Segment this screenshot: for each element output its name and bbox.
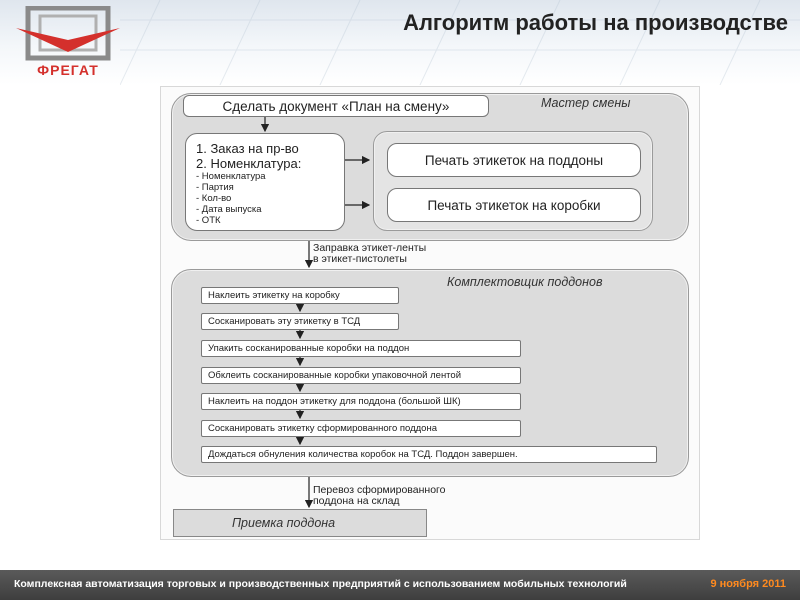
orders-box [185, 133, 345, 231]
shift-master-label: Мастер смены [541, 96, 631, 110]
orders-item: - Дата выпуска [196, 204, 262, 215]
transition-label-line-2: поддона на склад [313, 495, 400, 507]
logo-text: ФРЕГАТ [37, 62, 99, 78]
step-7-box: Дождаться обнуления количества коробок на ТСД. Поддон завершен. [201, 446, 657, 463]
footer-caption: Комплексная автоматизация торговых и производственных предприятий с использованием мобильных технологий [14, 578, 627, 590]
footer-date: 9 ноября 2011 [710, 578, 786, 590]
make-document-box: Сделать документ «План на смену» [183, 95, 489, 117]
final-step-box: Приемка поддона [173, 509, 427, 537]
step-6-box: Сосканировать этикетку сформированного поддона [201, 420, 521, 437]
print-box-labels-box: Печать этикеток на коробки [387, 188, 641, 222]
orders-heading-2: 2. Номенклатура: [196, 156, 302, 171]
transition-label-line-2: в этикет-пистолеты [313, 253, 407, 265]
orders-item: - Кол-во [196, 193, 232, 204]
page-title: Алгоритм работы на производстве [403, 10, 788, 35]
process-diagram [160, 86, 700, 540]
orders-heading-1: 1. Заказ на пр-во [196, 141, 299, 156]
footer-bar [0, 570, 800, 600]
orders-item: - Партия [196, 182, 234, 193]
step-3-box: Упакить сосканированные коробки на поддон [201, 340, 521, 357]
print-pallet-labels-box: Печать этикеток на поддоны [387, 143, 641, 177]
pallet-picker-label: Комплектовщик поддонов [447, 275, 603, 289]
orders-item: - Номенклатура [196, 171, 266, 182]
transition-label-line-1: Заправка этикет-ленты [313, 242, 427, 254]
step-5-box: Наклеить на поддон этикетку для поддона (большой ШК) [201, 393, 521, 410]
step-4-box: Обклеить сосканированные коробки упаковочной лентой [201, 367, 521, 384]
transition-label-line-1: Перевоз сформированного [313, 484, 446, 496]
orders-item: - ОТК [196, 215, 221, 226]
step-2-box: Сосканировать эту этикетку в ТСД [201, 313, 399, 330]
step-1-box: Наклеить этикетку на коробку [201, 287, 399, 304]
